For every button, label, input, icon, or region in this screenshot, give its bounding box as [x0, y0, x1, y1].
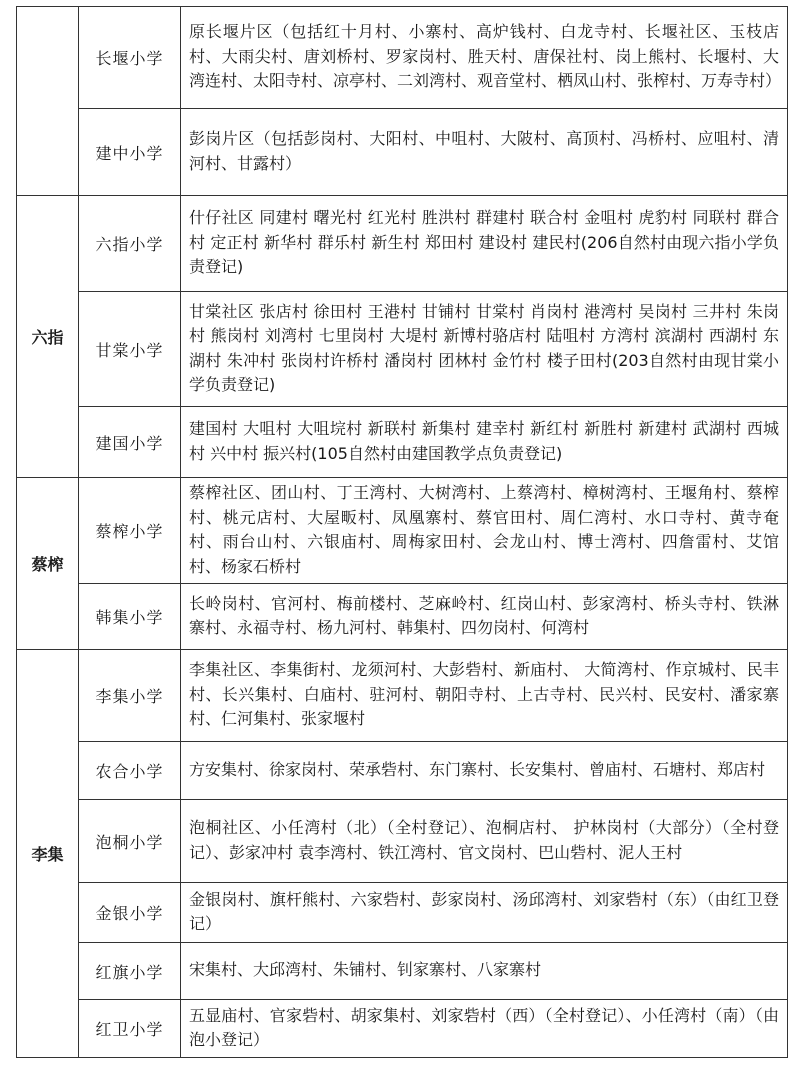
school-name: 建中小学: [79, 109, 181, 196]
school-name: 农合小学: [79, 742, 181, 800]
school-name: 建国小学: [79, 407, 181, 478]
school-zone-table: [16, 6, 788, 1058]
table-row: [17, 943, 788, 1000]
village-list: 泡桐社区、小任湾村（北）（全村登记）、泡桐店村、 护林岗村（大部分）（全村登记）、彭家冲村 袁李湾村、铁江湾村、官文岗村、巴山砦村、泥人王村: [181, 800, 788, 883]
table-row: [17, 196, 788, 292]
school-name: 金银小学: [79, 883, 181, 943]
village-list: 李集社区、李集街村、龙须河村、大彭砦村、新庙村、 大简湾村、作京城村、民丰村、长兴集村、白庙村、驻河村、朝阳寺村、上古寺村、民兴村、民安村、潘家寨村、仁河集村、张家堰村: [181, 650, 788, 742]
village-list: 蔡榨社区、团山村、丁王湾村、大树湾村、上蔡湾村、樟树湾村、王堰角村、蔡榨村、桃元店村、大屋畈村、凤凰寨村、蔡官田村、周仁湾村、水口寺村、黄寺奄村、雨台山村、六银庙村、周梅家田村、会龙山村、博士湾村、四詹雷村、艾馆村、杨家石桥村: [181, 478, 788, 584]
school-name: 六指小学: [79, 196, 181, 292]
village-list: 方安集村、徐家岗村、荣承砦村、东门寨村、长安集村、曾庙村、石塘村、郑店村: [181, 742, 788, 800]
village-list: 原长堰片区（包括红十月村、小寨村、高炉钱村、白龙寺村、长堰社区、玉枝店村、大雨尖村、唐刘桥村、罗家岗村、胜天村、唐保社村、岗上熊村、长堰村、大湾连村、太阳寺村、凉亭村、二刘湾村、观音堂村、栖凤山村、张榨村、万寿寺村）: [181, 7, 788, 109]
school-name: 蔡榨小学: [79, 478, 181, 584]
table-row: [17, 650, 788, 742]
village-list: 金银岗村、旗杆熊村、六家砦村、彭家岗村、汤邱湾村、刘家砦村（东）（由红卫登记）: [181, 883, 788, 943]
school-name: 李集小学: [79, 650, 181, 742]
village-list: 什仔社区 同建村 曙光村 红光村 胜洪村 群建村 联合村 金咀村 虎豹村 同联村 群合村 定正村 新华村 群乐村 新生村 郑田村 建设村 建民村(206自然村由现六指小学负责登记): [181, 196, 788, 292]
town-cell: [17, 7, 79, 196]
town-cell: 蔡榨: [17, 478, 79, 650]
town-cell: 李集: [17, 650, 79, 1058]
school-name: 甘棠小学: [79, 292, 181, 407]
village-list: 彭岗片区（包括彭岗村、大阳村、中咀村、大陂村、高顶村、冯桥村、应咀村、清河村、甘露村）: [181, 109, 788, 196]
school-name: 长堰小学: [79, 7, 181, 109]
table-row: [17, 584, 788, 650]
school-name: 红卫小学: [79, 1000, 181, 1058]
village-list: 长岭岗村、官河村、梅前楼村、芝麻岭村、红岗山村、彭家湾村、桥头寺村、铁淋寨村、永福寺村、杨九河村、韩集村、四勿岗村、何湾村: [181, 584, 788, 650]
school-name: 韩集小学: [79, 584, 181, 650]
school-name: 泡桐小学: [79, 800, 181, 883]
village-list: 五显庙村、官家砦村、胡家集村、刘家砦村（西）（全村登记）、小任湾村（南）（由泡小登记）: [181, 1000, 788, 1058]
table-row: [17, 883, 788, 943]
village-list: 甘棠社区 张店村 徐田村 王港村 甘铺村 甘棠村 肖岗村 港湾村 吴岗村 三井村 朱岗村 熊岗村 刘湾村 七里岗村 大堤村 新博村骆店村 陆咀村 方湾村 滨湖村 西湖村 东湖村 朱冲村 张岗村许桥村 潘岗村 团林村 金竹村 楼子田村(203自然村由现甘棠小学负责登记): [181, 292, 788, 407]
table-row: [17, 7, 788, 109]
table-row: [17, 1000, 788, 1058]
school-name: 红旗小学: [79, 943, 181, 1000]
table-row: [17, 109, 788, 196]
table-row: [17, 800, 788, 883]
table-row: [17, 292, 788, 407]
table-row: [17, 478, 788, 584]
town-cell: 六指: [17, 196, 79, 478]
table-row: [17, 407, 788, 478]
village-list: 宋集村、大邱湾村、朱铺村、钊家寨村、八家寨村: [181, 943, 788, 1000]
table-row: [17, 742, 788, 800]
village-list: 建国村 大咀村 大咀垸村 新联村 新集村 建幸村 新红村 新胜村 新建村 武湖村 西城村 兴中村 振兴村(105自然村由建国教学点负责登记): [181, 407, 788, 478]
